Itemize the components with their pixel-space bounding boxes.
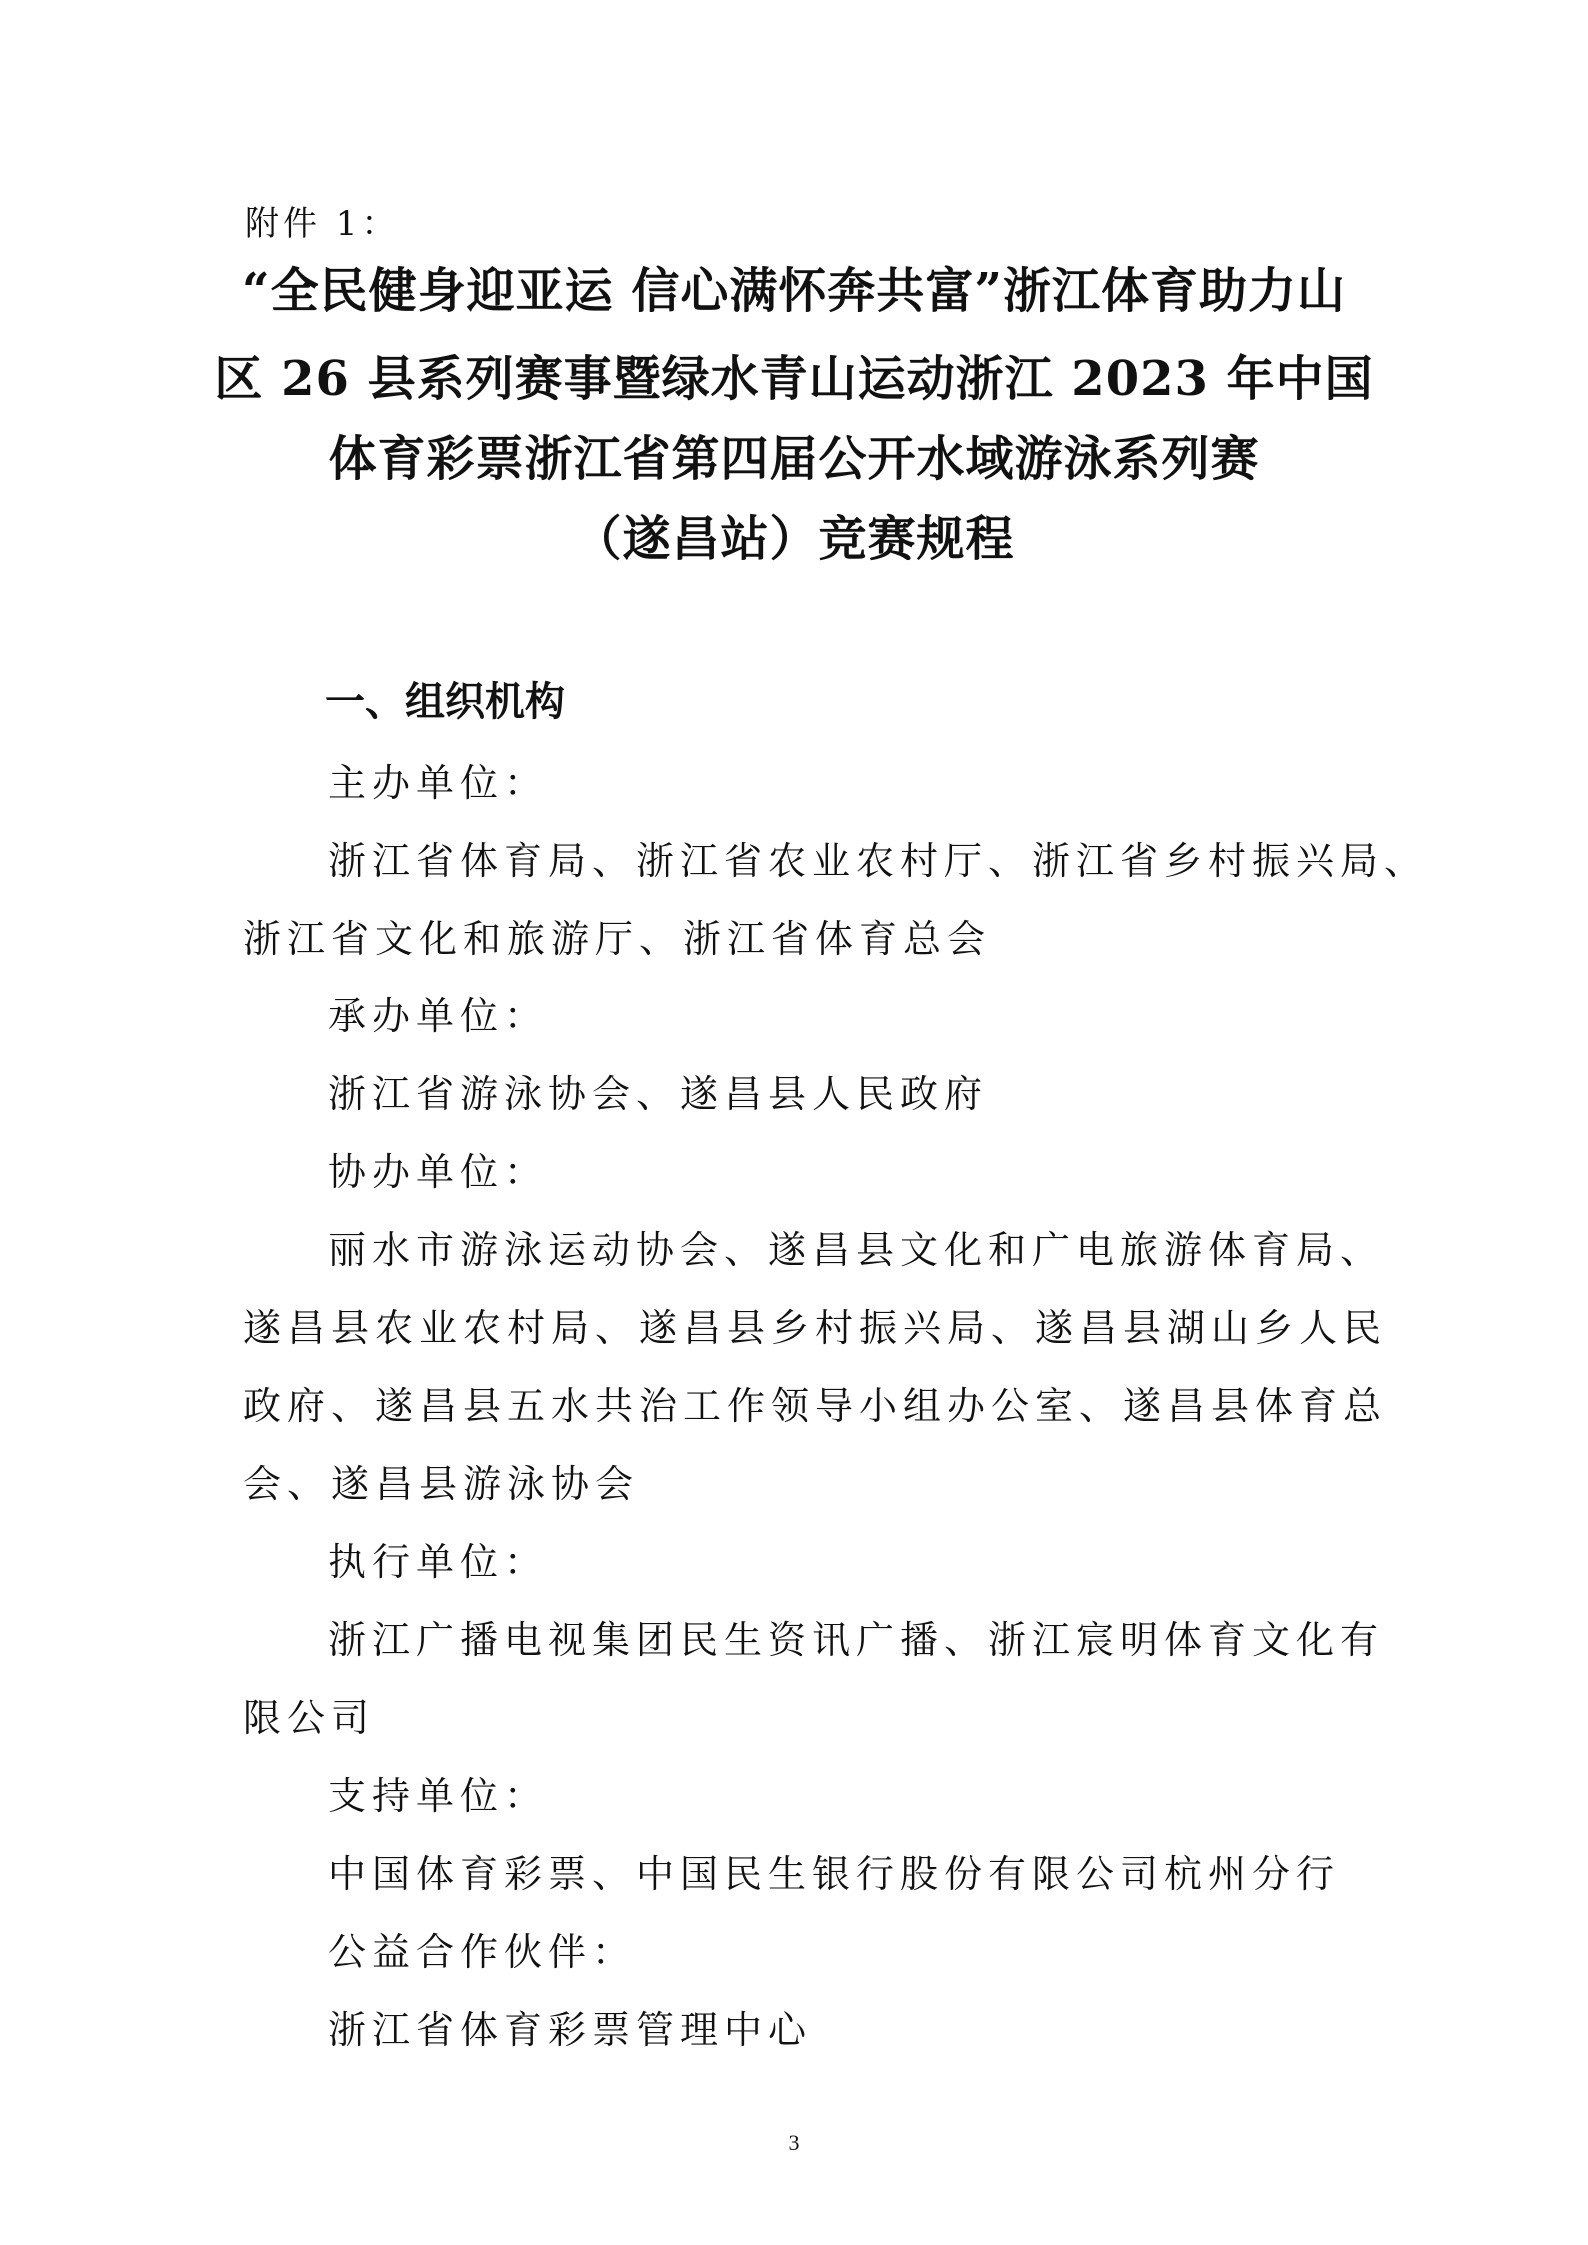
label-executor: 执行单位： (328, 1540, 549, 1584)
public-partner-line-1: 浙江省体育彩票管理中心 (328, 2008, 813, 2052)
title-line-2: 区 26 县系列赛事暨绿水青山运动浙江 2023 年中国 (214, 351, 1374, 407)
title-line-4: （遂昌站）竞赛规程 (573, 511, 1015, 567)
label-undertaker: 承办单位： (328, 994, 549, 1038)
undertaker-line-1: 浙江省游泳协会、遂昌县人民政府 (328, 1072, 989, 1116)
section-heading: 一、组织机构 (325, 678, 565, 725)
title-line-1: “全民健身迎亚运 信心满怀奔共富”浙江体育助力山 (242, 263, 1346, 319)
label-public-partner: 公益合作伙伴： (328, 1930, 637, 1974)
executor-line-2: 限公司 (243, 1696, 376, 1740)
co-organizer-line-4: 会、遂昌县游泳协会 (243, 1462, 640, 1506)
executor-line-1: 浙江广播电视集团民生资讯广播、浙江宸明体育文化有 (328, 1618, 1385, 1662)
co-organizer-line-3: 政府、遂昌县五水共治工作领导小组办公室、遂昌县体育总 (243, 1384, 1388, 1428)
supporter-line-1: 中国体育彩票、中国民生银行股份有限公司杭州分行 (328, 1852, 1341, 1896)
attachment-label: 附件 1： (245, 204, 400, 244)
page-number: 3 (788, 2130, 800, 2155)
title-line-3: 体育彩票浙江省第四届公开水域游泳系列赛 (328, 431, 1260, 487)
organizer-line-1: 浙江省体育局、浙江省农业农村厅、浙江省乡村振兴局、 (328, 839, 1429, 883)
co-organizer-line-1: 丽水市游泳运动协会、遂昌县文化和广电旅游体育局、 (328, 1228, 1385, 1272)
organizer-line-2: 浙江省文化和旅游厅、浙江省体育总会 (243, 917, 992, 961)
co-organizer-line-2: 遂昌县农业农村局、遂昌县乡村振兴局、遂昌县湖山乡人民 (243, 1306, 1388, 1350)
label-co-organizer: 协办单位： (328, 1150, 549, 1194)
label-organizer: 主办单位： (328, 761, 549, 805)
label-supporter: 支持单位： (328, 1774, 549, 1818)
